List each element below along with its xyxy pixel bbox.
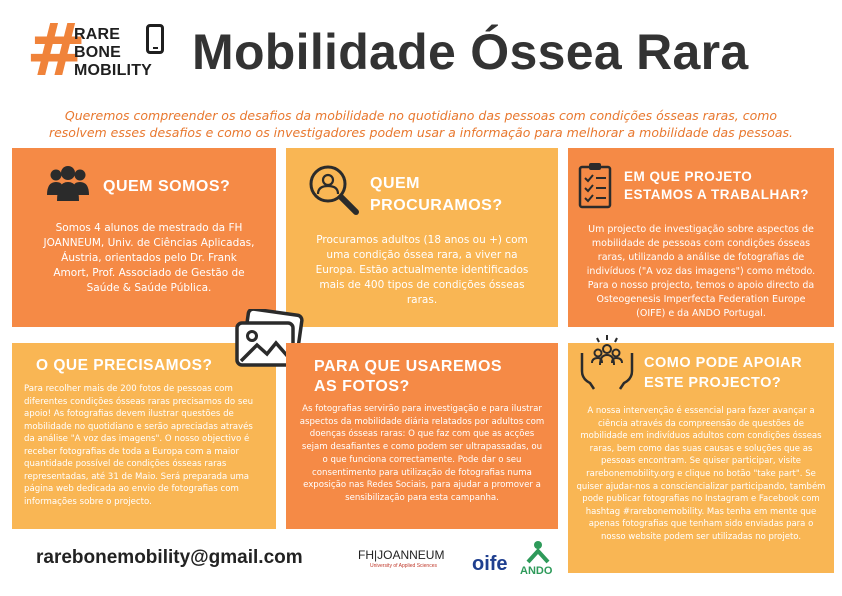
- card-title: PARA QUE USAREMOS AS FOTOS?: [314, 358, 503, 395]
- card-para-que-usaremos: [286, 343, 558, 529]
- card-body: Somos 4 alunos de mestrado da FH JOANNEUM, Univ. de Ciências Aplicadas, Áustria, orientados pelo Dr. Frank Amort, Prof. Associado de Gestão de Saúde & Saúde Pública.: [43, 222, 255, 294]
- logo-text: RARE BONE MOBILITY: [74, 26, 153, 79]
- card-body: As fotografias servirão para investigação e para ilustrar aspectos da mobilidade diária relatados por adultos com doenças ósseas raras: O que faz com que as acções sejam desafiantes e como podem ser ultrapassadas, ou o que funciona correctamente. Pode dar o seu consentimento para utilização de fotografias numa exposição nas Redes Sociais, para ajudar a promover a sensibilização para esta campanha.: [299, 404, 545, 503]
- card-title: QUEM PROCURAMOS?: [370, 175, 503, 214]
- card-title: QUEM SOMOS?: [103, 178, 231, 195]
- contact-email[interactable]: rarebonemobility@gmail.com: [36, 547, 303, 568]
- intro-text: Queremos compreender os desafios da mobilidade no quotidiano das pessoas com condições ósseas raras, como resolvem esses desafios e como os investigadores podem usar a informação para melhorar a mobilidade das pessoas.: [48, 108, 794, 140]
- rare-bone-mobility-logo: [26, 8, 176, 92]
- fh-joanneum-logo: FH|JOANNEUM: [358, 548, 445, 562]
- card-title: EM QUE PROJETO ESTAMOS A TRABALHAR?: [624, 169, 809, 202]
- hashtag-icon: #: [26, 8, 87, 92]
- oife-logo: [470, 546, 512, 576]
- card-title: COMO PODE APOIAR ESTE PROJECTO?: [644, 355, 803, 391]
- card-quem-procuramos: [286, 148, 558, 327]
- ando-logo-text: ANDO: [520, 565, 553, 576]
- card-title: O QUE PRECISAMOS?: [36, 357, 213, 374]
- card-body: Procuramos adultos (18 anos ou +) com uma condição óssea rara, a viver na Europa. Estão actualmente identificados mais de 400 tipos de condições ósseas raras.: [315, 234, 529, 306]
- ando-logo: [518, 540, 558, 576]
- card-quem-somos: [12, 148, 276, 327]
- hands-community-icon: [576, 333, 638, 391]
- card-body: Um projecto de investigação sobre aspectos de mobilidade de pessoas com condições ósseas raras, utilizando a análise de fotografias de indivíduos ("A voz das imagens") como método. Para o nosso projecto, temos o apoio directo da Osteogenesis Imperfecta Federation Europe (OIFE) e da ANDO Portugal.: [586, 224, 816, 319]
- card-em-que-projeto: [568, 148, 834, 327]
- search-person-icon: [306, 162, 362, 220]
- card-body: Para recolher mais de 200 fotos de pessoas com diferentes condições ósseas raras precisamos do seu apoio! As fotografias devem ilustrar questões de mobilidade no quotidiano e serão apreciadas através da análise "A voz das imagens". O nosso objectivo é receber fotografias de toda a Europa com a maior quantidade possível de condições ósseas raras representadas, até 31 de Maio. Será preparada uma página web dedicada ao envio de fotografias com informações sobre o projecto.: [24, 384, 254, 507]
- page-title: Mobilidade Óssea Rara: [192, 24, 749, 80]
- card-body: A nossa intervenção é essencial para fazer avançar a ciência através da compreensão de questões de mobilidade em indivíduos adultos com condições ósseas raras, bem como das suas causas e soluções que as pessoas encontram. Se quiser participar, visite rarebonemobility.org e clique no botão "take part". Se quiser ajudar-nos a consciencializar participando, também pode publicar fotografias no Instagram e Facebook com hashtag #rarebonemobility. Mas tenha em mente que apenas fotografias que tenham sido enviadas para o nosso website podem ser utilizadas no projeto.: [576, 406, 826, 542]
- checklist-icon: [578, 162, 614, 210]
- card-como-pode-apoiar: [568, 343, 834, 573]
- oife-logo-text: oife: [472, 553, 508, 575]
- phone-icon: [146, 24, 164, 54]
- people-icon: [45, 165, 91, 203]
- fh-joanneum-subtitle: University of Applied Sciences: [370, 563, 437, 569]
